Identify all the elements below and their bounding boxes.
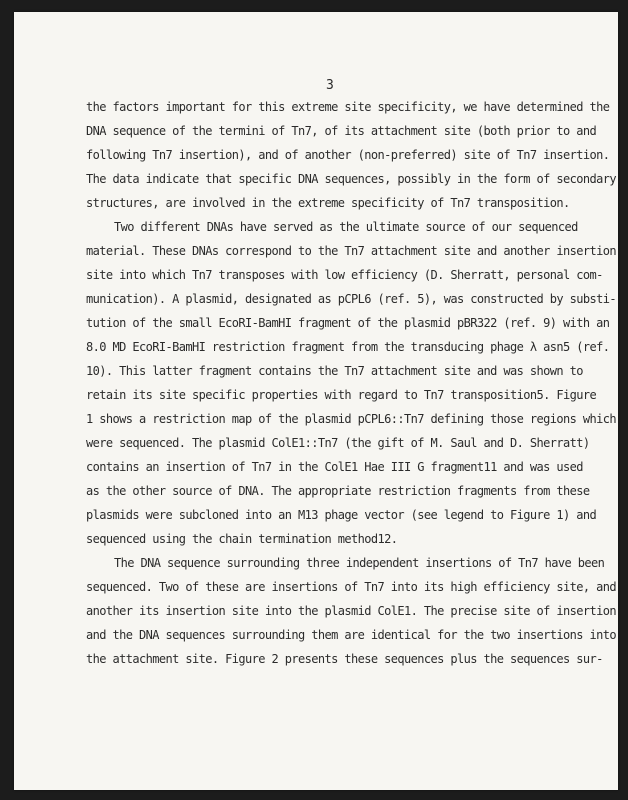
document-page	[14, 12, 618, 790]
text-line: retain its site specific properties with regard to Tn7 transposition5. Figure	[86, 388, 597, 402]
text-line: plasmids were subcloned into an M13 phage vector (see legend to Figure 1) and	[86, 508, 597, 522]
text-line: following Tn7 insertion), and of another (non-preferred) site of Tn7 insertion.	[86, 148, 610, 162]
text-line: 1 shows a restriction map of the plasmid pCPL6::Tn7 defining those regions which	[86, 412, 616, 426]
text-line: The data indicate that specific DNA sequences, possibly in the form of secondary	[86, 172, 616, 186]
text-line: DNA sequence of the termini of Tn7, of its attachment site (both prior to and	[86, 124, 597, 138]
text-line: as the other source of DNA. The appropriate restriction fragments from these	[86, 484, 590, 498]
text-line: were sequenced. The plasmid ColE1::Tn7 (the gift of M. Saul and D. Sherratt)	[86, 436, 590, 450]
page-number: 3	[326, 78, 334, 93]
text-line: The DNA sequence surrounding three independent insertions of Tn7 have been	[114, 556, 605, 570]
text-line: contains an insertion of Tn7 in the ColE1 Hae III G fragment11 and was used	[86, 460, 583, 474]
text-line: 10). This latter fragment contains the Tn7 attachment site and was shown to	[86, 364, 583, 378]
text-line: structures, are involved in the extreme specificity of Tn7 transposition.	[86, 196, 570, 210]
text-line: munication). A plasmid, designated as pCPL6 (ref. 5), was constructed by substi-	[86, 292, 616, 306]
text-line: sequenced using the chain termination method12.	[86, 532, 398, 546]
text-line: Two different DNAs have served as the ultimate source of our sequenced	[114, 220, 578, 234]
text-line: material. These DNAs correspond to the Tn7 attachment site and another insertion	[86, 244, 616, 258]
text-line: the factors important for this extreme site specificity, we have determined the	[86, 100, 610, 114]
text-line: the attachment site. Figure 2 presents these sequences plus the sequences sur-	[86, 652, 603, 666]
text-line: another its insertion site into the plasmid ColE1. The precise site of insertion	[86, 604, 616, 618]
text-line: 8.0 MD EcoRI-BamHI restriction fragment from the transducing phage λ asn5 (ref.	[86, 340, 610, 354]
text-line: and the DNA sequences surrounding them are identical for the two insertions into	[86, 628, 616, 642]
text-line: tution of the small EcoRI-BamHI fragment of the plasmid pBR322 (ref. 9) with an	[86, 316, 610, 330]
text-line: sequenced. Two of these are insertions of Tn7 into its high efficiency site, and	[86, 580, 616, 594]
text-line: site into which Tn7 transposes with low efficiency (D. Sherratt, personal com-	[86, 268, 603, 282]
